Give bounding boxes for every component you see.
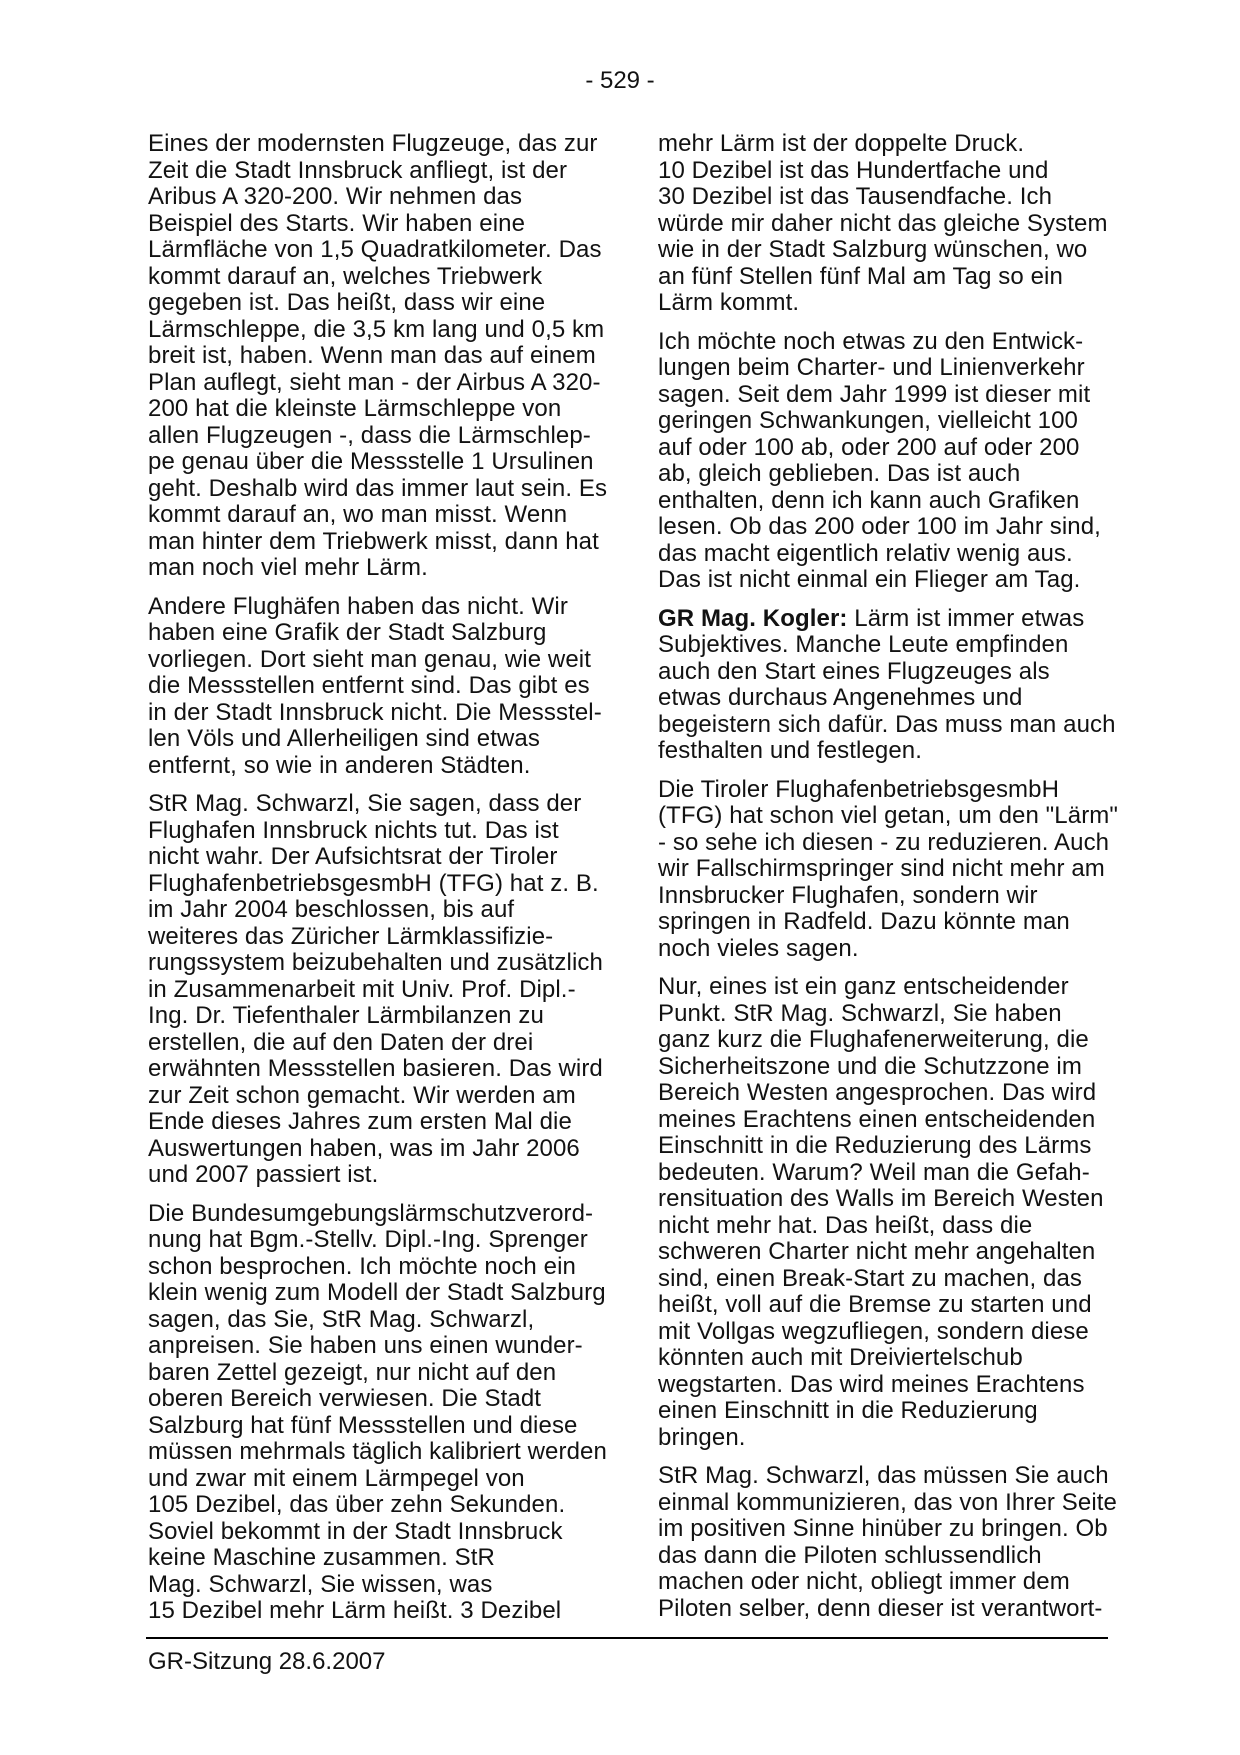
text-line: lesen. Ob das 200 oder 100 im Jahr sind, bbox=[658, 513, 1101, 540]
paragraph bbox=[658, 775, 1118, 963]
text-line: Innsbrucker Flughafen, sondern wir bbox=[658, 881, 1038, 909]
text-line: meines Erachtens einen entscheidenden bbox=[658, 1105, 1096, 1133]
paragraph bbox=[148, 1199, 607, 1625]
text-line: breit ist, haben. Wenn man das auf einem bbox=[148, 342, 596, 369]
text-line: baren Zettel gezeigt, nur nicht auf den bbox=[148, 1358, 557, 1386]
text-line: - so sehe ich diesen - zu reduzieren. Auch bbox=[658, 828, 1110, 856]
text-line: Ende dieses Jahres zum ersten Mal die bbox=[148, 1108, 572, 1135]
text-line: pe genau über die Messstelle 1 Ursulinen bbox=[148, 448, 594, 475]
paragraph bbox=[658, 1462, 1117, 1622]
text-line: bedeuten. Warum? Weil man die Gefah- bbox=[658, 1158, 1090, 1186]
text-line: Bereich Westen angesprochen. Das wird bbox=[658, 1079, 1097, 1106]
text-line: allen Flugzeugen -, dass die Lärmschlep- bbox=[148, 421, 591, 449]
text-line: nung hat Bgm.-Stellv. Dipl.-Ing. Sprenger bbox=[148, 1226, 588, 1253]
footer-session-label: GR-Sitzung 28.6.2007 bbox=[148, 1648, 386, 1675]
text-line: Aribus A 320-200. Wir nehmen das bbox=[148, 183, 523, 210]
text-line: Andere Flughäfen haben das nicht. Wir bbox=[148, 592, 568, 620]
text-line: rensituation des Walls im Bereich Westen bbox=[658, 1185, 1104, 1212]
text-line: StR Mag. Schwarzl, Sie sagen, dass der bbox=[148, 790, 582, 817]
text-line: StR Mag. Schwarzl, das müssen Sie auch bbox=[658, 1462, 1109, 1489]
paragraph bbox=[658, 973, 1104, 1451]
text-line: schweren Charter nicht mehr angehalten bbox=[658, 1238, 1096, 1265]
text-line: Die Bundesumgebungslärmschutzverord- bbox=[148, 1199, 594, 1227]
text-line: würde mir daher nicht das gleiche System bbox=[658, 209, 1108, 237]
text-line: Ing. Dr. Tiefenthaler Lärmbilanzen zu bbox=[148, 1002, 544, 1029]
text-line: sagen, das Sie, StR Mag. Schwarzl, bbox=[148, 1305, 535, 1333]
text-line: auf oder 100 ab, oder 200 auf oder 200 bbox=[658, 433, 1080, 461]
text-line: man hinter dem Triebwerk misst, dann hat bbox=[148, 527, 599, 555]
text-line: vorliegen. Dort sieht man genau, wie weit bbox=[148, 645, 591, 673]
text-line: oberen Bereich verwiesen. Die Stadt bbox=[148, 1385, 542, 1412]
text-line: GR Mag. Kogler: Lärm ist immer etwas bbox=[658, 604, 1085, 632]
text-line: heißt, voll auf die Bremse zu starten und bbox=[658, 1291, 1092, 1318]
text-line: im positiven Sinne hinüber zu bringen. Ob bbox=[658, 1515, 1108, 1542]
text-line: entfernt, so wie in anderen Städten. bbox=[148, 751, 531, 779]
text-line: Lärm kommt. bbox=[658, 289, 800, 316]
text-line: ab, gleich geblieben. Das ist auch bbox=[658, 460, 1021, 487]
text-line: FlughafenbetriebsgesmbH (TFG) hat z. B. bbox=[148, 869, 599, 897]
text-line: die Messstellen entfernt sind. Das gibt es bbox=[148, 672, 590, 699]
text-line: wegstarten. Das wird meines Erachtens bbox=[658, 1370, 1085, 1398]
text-line: bringen. bbox=[658, 1423, 746, 1451]
text-line: 15 Dezibel mehr Lärm heißt. 3 Dezibel bbox=[148, 1597, 562, 1624]
text-line: könnten auch mit Dreiviertelschub bbox=[658, 1344, 1023, 1371]
text-line: sind, einen Break-Start zu machen, das bbox=[658, 1264, 1083, 1292]
text-line: ganz kurz die Flughafenerweiterung, die bbox=[658, 1026, 1089, 1053]
text-line: Plan auflegt, sieht man - der Airbus A 320- bbox=[148, 368, 601, 396]
text-line: auch den Start eines Flugzeuges als bbox=[658, 657, 1050, 685]
text-line: Lärmfläche von 1,5 Quadratkilometer. Das bbox=[148, 236, 602, 263]
text-line: Auswertungen haben, was im Jahr 2006 bbox=[148, 1134, 580, 1162]
text-line: Subjektives. Manche Leute empfinden bbox=[658, 631, 1069, 658]
column-left bbox=[148, 130, 608, 1637]
text-line: festhalten und festlegen. bbox=[658, 737, 923, 764]
text-line: Flughafen Innsbruck nichts tut. Das ist bbox=[148, 816, 559, 844]
text-line: mit Vollgas wegzufliegen, sondern diese bbox=[658, 1317, 1089, 1345]
text-line: an fünf Stellen fünf Mal am Tag so ein bbox=[658, 262, 1063, 290]
text-line: 105 Dezibel, das über zehn Sekunden. bbox=[148, 1491, 566, 1518]
text-line: in Zusammenarbeit mit Univ. Prof. Dipl.- bbox=[148, 975, 576, 1003]
paragraph bbox=[658, 604, 1116, 765]
text-line: in der Stadt Innsbruck nicht. Die Messstel- bbox=[148, 698, 602, 726]
text-line: Lärmschleppe, die 3,5 km lang und 0,5 km bbox=[148, 315, 605, 343]
text-line: nicht wahr. Der Aufsichtsrat der Tiroler bbox=[148, 843, 558, 870]
text-line: wie in der Stadt Salzburg wünschen, wo bbox=[658, 236, 1088, 263]
text-line: springen in Radfeld. Dazu könnte man bbox=[658, 908, 1070, 935]
text-line: len Völs und Allerheiligen sind etwas bbox=[148, 725, 540, 752]
text-line: Piloten selber, denn dieser ist verantwort- bbox=[658, 1594, 1103, 1622]
text-line: Nur, eines ist ein ganz entscheidender bbox=[658, 973, 1069, 1000]
paragraph bbox=[148, 592, 602, 780]
text-line: sagen. Seit dem Jahr 1999 ist dieser mit bbox=[658, 380, 1091, 408]
text-line: und zwar mit einem Lärmpegel von bbox=[148, 1464, 525, 1492]
text-line: 200 hat die kleinste Lärmschleppe von bbox=[148, 395, 562, 422]
text-line: weiteres das Züricher Lärmklassifizie- bbox=[148, 922, 554, 950]
text-line: kommt darauf an, wo man misst. Wenn bbox=[148, 501, 568, 528]
text-line: anpreisen. Sie haben uns einen wunder- bbox=[148, 1332, 583, 1359]
text-line: einen Einschnitt in die Reduzierung bbox=[658, 1397, 1038, 1424]
paragraph bbox=[148, 130, 608, 582]
speaker-name: GR Mag. Kogler: bbox=[658, 604, 855, 632]
text-line: etwas durchaus Angenehmes und bbox=[658, 684, 1023, 711]
text-line: kommt darauf an, welches Triebwerk bbox=[148, 262, 543, 290]
text-line: lungen beim Charter- und Linienverkehr bbox=[658, 354, 1085, 381]
text-line: begeistern sich dafür. Das muss man auch bbox=[658, 710, 1116, 738]
text-line: 10 Dezibel ist das Hundertfache und bbox=[658, 156, 1049, 184]
text-line: geht. Deshalb wird das immer laut sein. Es bbox=[148, 474, 608, 502]
text-line: das dann die Piloten schlussendlich bbox=[658, 1541, 1042, 1569]
text-line: schon besprochen. Ich möchte noch ein bbox=[148, 1252, 576, 1280]
text-line: zur Zeit schon gemacht. Wir werden am bbox=[148, 1081, 576, 1109]
text-line: nicht mehr hat. Das heißt, dass die bbox=[658, 1211, 1033, 1239]
text-line: haben eine Grafik der Stadt Salzburg bbox=[148, 619, 547, 646]
text-line: gegeben ist. Das heißt, dass wir eine bbox=[148, 289, 546, 316]
text-line: man noch viel mehr Lärm. bbox=[148, 554, 428, 581]
text-line: Die Tiroler FlughafenbetriebsgesmbH bbox=[658, 775, 1060, 803]
text-columns bbox=[148, 130, 1118, 1637]
text-line: müssen mehrmals täglich kalibriert werden bbox=[148, 1438, 607, 1465]
paragraph bbox=[658, 327, 1101, 594]
text-line: keine Maschine zusammen. StR bbox=[148, 1544, 495, 1571]
text-line: das macht eigentlich relativ wenig aus. bbox=[658, 539, 1073, 567]
text-line: Mag. Schwarzl, Sie wissen, was bbox=[148, 1570, 493, 1598]
text-line: noch vieles sagen. bbox=[658, 934, 859, 962]
text-line: erstellen, die auf den Daten der drei bbox=[148, 1028, 534, 1056]
text-line: (TFG) hat schon viel getan, um den "Lärm" bbox=[658, 802, 1118, 829]
text-line: und 2007 passiert ist. bbox=[148, 1161, 379, 1188]
text-line: geringen Schwankungen, vielleicht 100 bbox=[658, 407, 1078, 434]
text-line: rungssystem beizubehalten und zusätzlich bbox=[148, 949, 603, 976]
text-line: Beispiel des Starts. Wir haben eine bbox=[148, 209, 526, 237]
text-line: Ich möchte noch etwas zu den Entwick- bbox=[658, 327, 1084, 355]
text-line: erwähnten Messstellen basieren. Das wird bbox=[148, 1055, 603, 1082]
text-line: Salzburg hat fünf Messstellen und diese bbox=[148, 1411, 578, 1439]
text-line: Punkt. StR Mag. Schwarzl, Sie haben bbox=[658, 999, 1062, 1027]
text-line: Eines der modernsten Flugzeuge, das zur bbox=[148, 130, 598, 157]
page-number: - 529 - bbox=[585, 67, 655, 94]
paragraph bbox=[148, 790, 603, 1189]
text-line: Einschnitt in die Reduzierung des Lärms bbox=[658, 1132, 1092, 1159]
text-line: enthalten, denn ich kann auch Grafiken bbox=[658, 486, 1080, 514]
text-line: 30 Dezibel ist das Tausendfache. Ich bbox=[658, 183, 1053, 210]
text-line: im Jahr 2004 beschlossen, bis auf bbox=[148, 896, 515, 923]
text-line: einmal kommunizieren, das von Ihrer Seite bbox=[658, 1488, 1117, 1516]
paragraph bbox=[658, 130, 1108, 317]
text-line: Das ist nicht einmal ein Flieger am Tag. bbox=[658, 566, 1081, 593]
text-line: klein wenig zum Modell der Stadt Salzburg bbox=[148, 1279, 606, 1306]
text-line: Zeit die Stadt Innsbruck anfliegt, ist der bbox=[148, 156, 568, 184]
text-line: mehr Lärm ist der doppelte Druck. bbox=[658, 130, 1025, 157]
text-line: Sicherheitszone und die Schutzzone im bbox=[658, 1052, 1082, 1080]
text-line: wir Fallschirmspringer sind nicht mehr am bbox=[658, 855, 1105, 882]
column-right bbox=[658, 130, 1118, 1637]
text-line: machen oder nicht, obliegt immer dem bbox=[658, 1568, 1070, 1595]
footer-divider bbox=[146, 1637, 1108, 1639]
text-line: Soviel bekommt in der Stadt Innsbruck bbox=[148, 1517, 563, 1545]
